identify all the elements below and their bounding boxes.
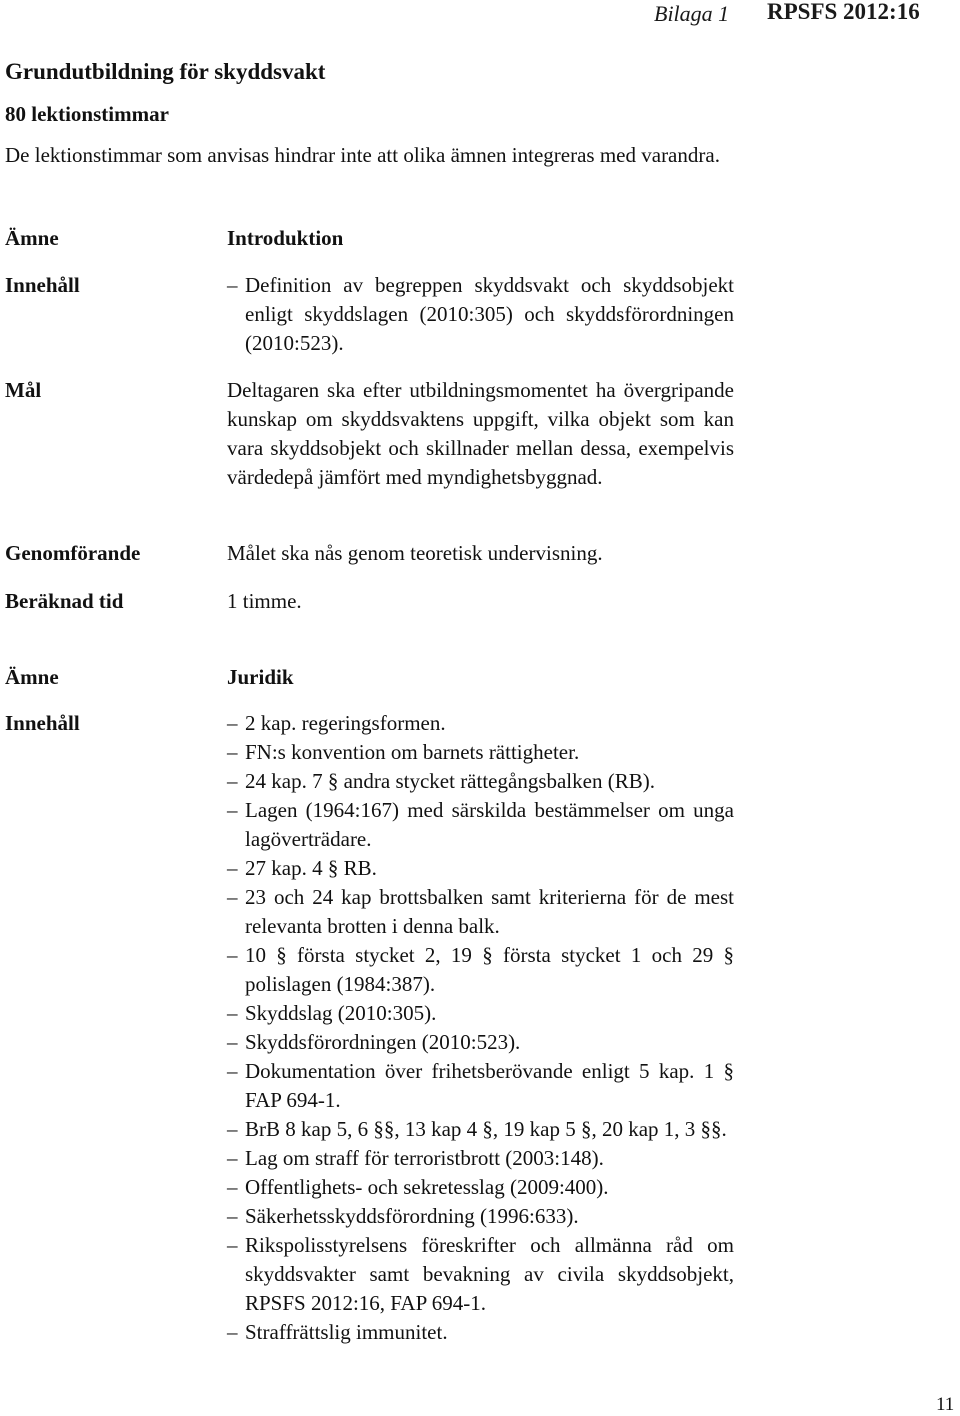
list-item: – 10 § första stycket 2, 19 § första stycket 1 och 29 § polislagen (1984:387).	[227, 943, 734, 996]
label-goal: Mål	[5, 378, 42, 402]
dash-bullet: –	[227, 1175, 238, 1199]
list-item: – Rikspolisstyrelsens föreskrifter och allmänna råd om skyddsvakter samt bevakning av civila skyddsobjekt, RPSFS 2012:16, FAP 694-1.	[227, 1233, 734, 1315]
section1-content-list	[227, 271, 734, 358]
section1-subject: Introduktion	[227, 226, 344, 250]
document-intro-text: De lektionstimmar som anvisas hindrar inte att olika ämnen integreras med varandra.	[5, 143, 720, 167]
document-title: Grundutbildning för skyddsvakt	[5, 59, 326, 84]
list-item: – Offentlighets- och sekretesslag (2009:400).	[227, 1173, 734, 1202]
label-subject: Ämne	[5, 226, 59, 250]
label-subject-2: Ämne	[5, 665, 59, 689]
list-item: – BrB 8 kap 5, 6 §§, 13 kap 4 §, 19 kap 5 §, 20 kap 1, 3 §§.	[227, 1115, 734, 1144]
dash-bullet: –	[227, 1233, 238, 1257]
dash-bullet: –	[227, 273, 238, 297]
list-item: – Skyddslag (2010:305).	[227, 999, 734, 1028]
header-appendix-label: Bilaga 1	[654, 1, 730, 26]
list-item: – 23 och 24 kap brottsbalken samt kriterierna för de mest relevanta brotten i denna balk.	[227, 885, 734, 938]
dash-bullet: –	[227, 1059, 238, 1083]
dash-bullet: –	[227, 856, 238, 880]
dash-bullet: –	[227, 1030, 238, 1054]
list-item: – 27 kap. 4 § RB.	[227, 854, 734, 883]
label-method: Genomförande	[5, 541, 141, 565]
dash-bullet: –	[227, 740, 238, 764]
dash-bullet: –	[227, 1146, 238, 1170]
page-number: 11	[936, 1394, 955, 1415]
dash-bullet: –	[227, 943, 238, 967]
label-content-2: Innehåll	[5, 711, 80, 735]
list-item: – Lagen (1964:167) med särskilda bestämmelser om unga lagöverträdare.	[227, 798, 734, 851]
dash-bullet: –	[227, 1117, 238, 1141]
dash-bullet: –	[227, 798, 238, 822]
section1-method: Målet ska nås genom teoretisk undervisning.	[227, 541, 603, 565]
dash-bullet: –	[227, 769, 238, 793]
dash-bullet: –	[227, 1001, 238, 1025]
dash-bullet: –	[227, 1320, 238, 1344]
document-lesson-hours: 80 lektionstimmar	[5, 102, 169, 126]
list-item: – FN:s konvention om barnets rättigheter.	[227, 738, 734, 767]
section2-subject: Juridik	[227, 665, 294, 689]
section1-goal: Deltagaren ska efter utbildningsmomentet ha övergripande kunskap om skyddsvaktens uppgift, vilka objekt som kan vara skyddsobjekt och skillnader mellan dessa, exempelvis värdedepå jämfört med myndighetsbyggnad.	[227, 378, 734, 489]
section1-time: 1 timme.	[227, 589, 302, 613]
list-item: – Säkerhetsskyddsförordning (1996:633).	[227, 1202, 734, 1231]
dash-bullet: –	[227, 1204, 238, 1228]
list-item: – Definition av begreppen skyddsvakt och skyddsobjekt enligt skyddslagen (2010:305) och skyddsförordningen (2010:523).	[227, 273, 734, 355]
list-item: – Straffrättslig immunitet.	[227, 1318, 734, 1347]
label-estimated-time: Beräknad tid	[5, 589, 124, 613]
header-regulation-code: RPSFS 2012:16	[767, 0, 920, 24]
list-item: – 2 kap. regeringsformen.	[227, 709, 734, 738]
list-item: – Lag om straff för terroristbrott (2003:148).	[227, 1144, 734, 1173]
label-content: Innehåll	[5, 273, 80, 297]
dash-bullet: –	[227, 711, 238, 735]
dash-bullet: –	[227, 885, 238, 909]
list-item: – Dokumentation över frihetsberövande enligt 5 kap. 1 § FAP 694-1.	[227, 1059, 734, 1112]
list-item: – 24 kap. 7 § andra stycket rättegångsbalken (RB).	[227, 767, 734, 796]
list-item: – Skyddsförordningen (2010:523).	[227, 1028, 734, 1057]
section2-content-list	[227, 709, 734, 1347]
